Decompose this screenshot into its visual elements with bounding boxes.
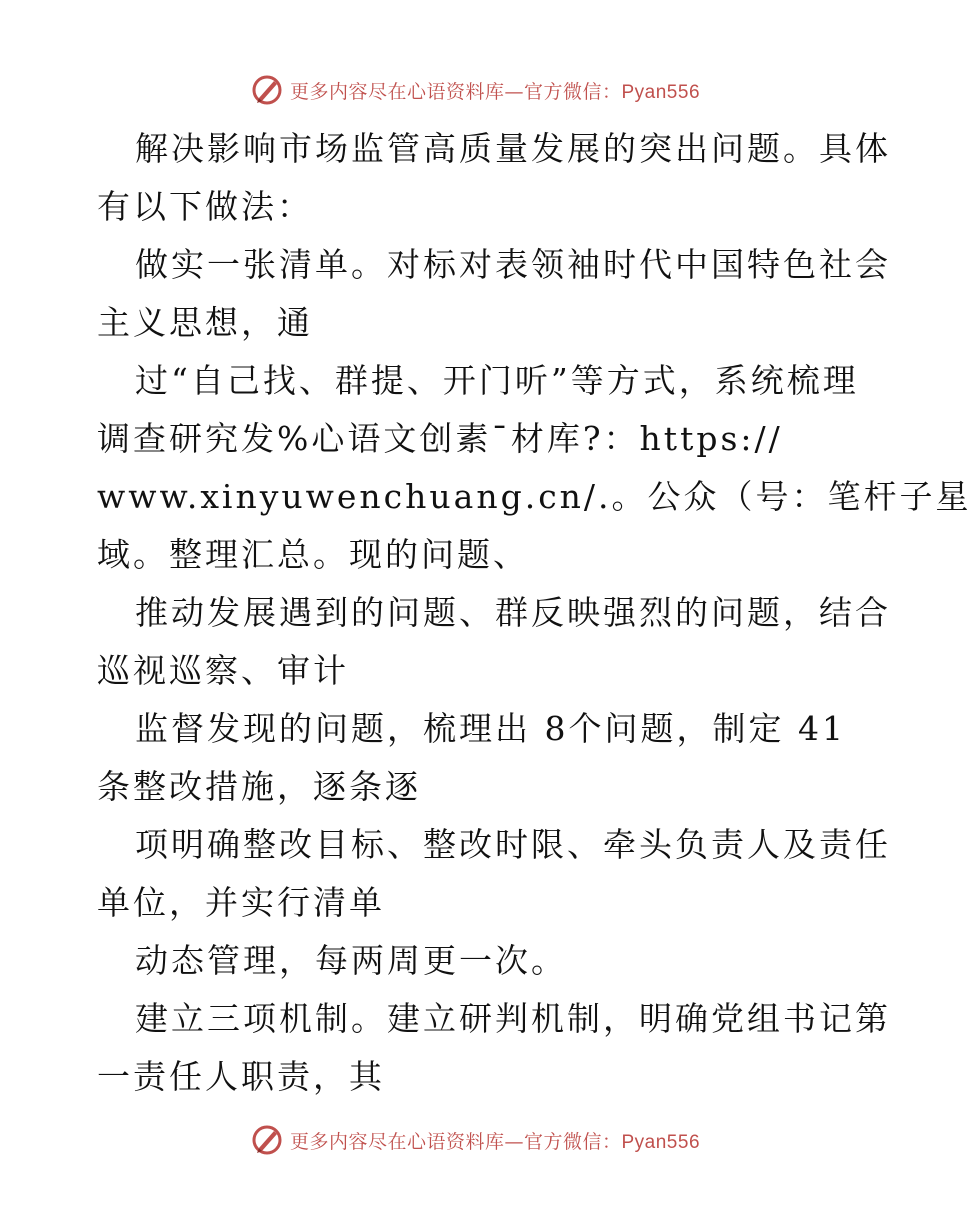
text-line: 项明确整改目标、整改时限、牵头负责人及责任 xyxy=(135,825,891,864)
text-line: 一责任人职责，其 xyxy=(97,1057,385,1096)
header-banner-text xyxy=(290,77,700,104)
text-line: 过“自己找、群提、开门听”等方式，系统梳理 xyxy=(135,361,859,400)
footer-banner xyxy=(0,1120,950,1160)
text-line: 解决影响市场监管高质量发展的突出问题。具体 xyxy=(135,129,891,168)
footer-banner-text xyxy=(290,1127,700,1154)
banner-wechat-id: Pyan556 xyxy=(621,1131,701,1153)
banner-wechat-label: 官方微信： xyxy=(523,80,622,103)
header-banner xyxy=(0,70,950,110)
banner-wechat-label: 官方微信： xyxy=(523,1130,622,1153)
text-line: 域。整理汇总。现的问题、 xyxy=(97,535,529,574)
text-line: 有以下做法： xyxy=(97,187,313,226)
text-line: 主义思想，通 xyxy=(97,303,313,342)
banner-site-text: 更多内容尽在心语资料库 xyxy=(289,80,505,103)
text-line: 单位，并实行清单 xyxy=(97,883,385,922)
text-line: 做实一张清单。对标对表领袖时代中国特色社会 xyxy=(135,245,891,284)
text-line: 推动发展遇到的问题、群反映强烈的问题，结合 xyxy=(135,593,891,632)
text-line: 建立三项机制。建立研判机制，明确党组书记第 xyxy=(135,999,891,1038)
text-line: 动态管理，每两周更一次。 xyxy=(135,941,567,980)
banner-wechat-id: Pyan556 xyxy=(621,81,701,103)
pen-logo-icon xyxy=(250,73,284,107)
text-line: www.xinyuwenchuang.cn/.。公众（号：笔杆子星 xyxy=(97,477,972,516)
banner-dash: — xyxy=(504,1130,524,1153)
text-line: 调查研究发%心语文创素¯材库?：https:// xyxy=(97,419,783,458)
pen-logo-icon xyxy=(250,1123,284,1157)
banner-site-text: 更多内容尽在心语资料库 xyxy=(289,1130,505,1153)
text-line: 巡视巡察、审计 xyxy=(97,651,349,690)
banner-dash: — xyxy=(504,80,524,103)
text-line: 条整改措施，逐条逐 xyxy=(97,767,421,806)
document-body xyxy=(97,120,972,1106)
text-line: 监督发现的问题，梳理出 8个问题，制定 41 xyxy=(135,709,846,748)
